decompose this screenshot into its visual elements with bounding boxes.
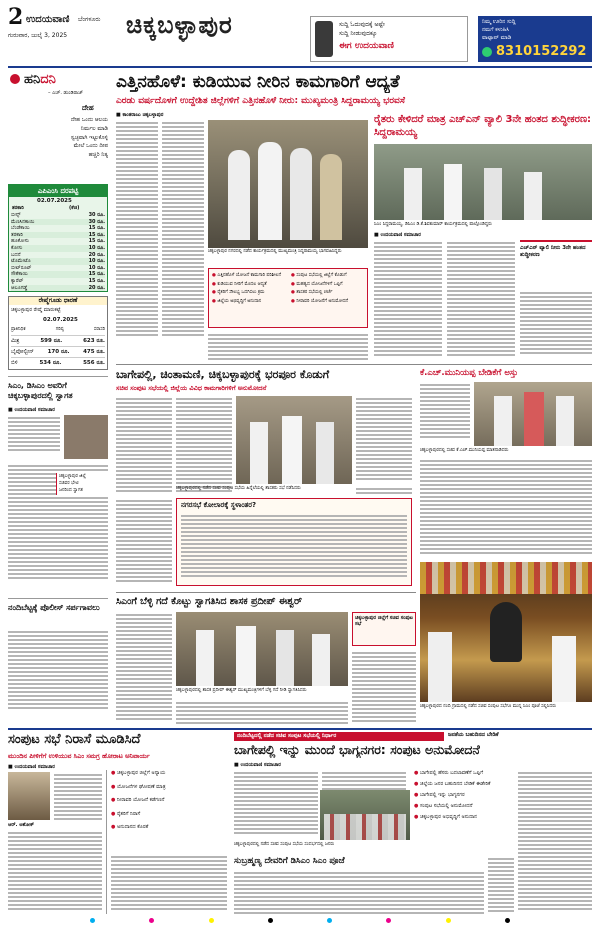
bullet-text: ಕುಡಿಯುವ ನೀರಿಗೆ ಮೊದಲ ಆದ್ಯತೆ — [217, 281, 267, 287]
people-figure — [290, 148, 312, 240]
manjunath-body — [420, 458, 592, 558]
apmc-price: 20 ರೂ. — [88, 284, 105, 291]
cm-ride-body-col3 — [352, 650, 416, 724]
apmc-price: 10 ರೂ. — [88, 244, 105, 251]
masthead-rule — [8, 66, 592, 68]
people-figure — [494, 396, 512, 446]
apmc-item: ಕೋಸು — [11, 244, 23, 251]
apmc-price: 15 ರೂ. — [88, 277, 105, 284]
silk-cell: 556 ರೂ. — [83, 360, 105, 366]
apmc-item: ಬೀನ್ಸ್ — [11, 212, 21, 218]
cm-dk-headline: ಸಿಎಂ, ಡಿಸಿಎಂ ಅವರಿಗೆ ಚಿಕ್ಕಬಳ್ಳಾಪುರದಲ್ಲಿ ಸ್ವಾಗತ — [8, 381, 73, 400]
poem-line: ಮೇಲೆ ಒಂದು ದೀಪ — [73, 143, 108, 150]
people-figure — [282, 416, 302, 484]
apmc-item: ಬದನೆ — [11, 251, 21, 258]
edition-label: ಬೆಂಗಳೂರು — [78, 16, 101, 23]
bagepalli-headline: ಬಾಗೇಪಲ್ಲಿ, ಚಿಂತಾಮಣಿ, ಚಿಕ್ಕಬಳ್ಳಾಪುರಕ್ಕೆ ಭರಪೂರ ಕೊಡುಗೆ — [116, 368, 330, 381]
apmc-row — [11, 271, 105, 278]
bagepalli-body-col1b — [116, 498, 172, 586]
apmc-price: 30 ರೂ. — [88, 218, 105, 225]
apmc-row — [11, 238, 105, 245]
honey-poem — [8, 116, 108, 160]
bullet-text: ಸಂಪುಟ ಸಭೆಯಲ್ಲಿ ಜಿಲ್ಲೆಗೆ ಕೊಡುಗೆ — [296, 273, 347, 278]
silk-row — [11, 357, 105, 368]
silk-cell: ಬಿಳಿ — [11, 360, 18, 366]
bullet-dot-icon: ● — [414, 781, 419, 787]
people-figure — [228, 150, 250, 240]
bullet-item — [212, 272, 288, 281]
farmers-photo — [374, 144, 592, 220]
bullet-dot-icon: ● — [212, 273, 216, 278]
apmc-price: 15 ರೂ. — [88, 238, 105, 245]
people-figure — [524, 172, 542, 220]
crowd-figures — [324, 814, 406, 840]
bullet-item — [414, 814, 514, 821]
farmers-quote: ಎಚ್‌ಎನ್ ವ್ಯಾಲಿ ನೀರು 3ನೇ ಹಂತದ ಶುದ್ಧೀಕರಣ — [520, 245, 586, 258]
apmc-item: ಸೌತೆಕಾಯಿ — [11, 271, 28, 278]
bagepalli2-bullets — [414, 770, 514, 852]
people-figure — [276, 630, 294, 686]
divider — [116, 592, 416, 593]
silk-cell: 170 ರೂ. — [47, 349, 70, 355]
lead-bullets-box — [208, 268, 368, 328]
bullet-text: ಚಿಕ್ಕಬಳ್ಳಾಪುರ ಜಿಲ್ಲೆಗೆ ಅನ್ಯಾಯ — [116, 770, 166, 776]
divider — [8, 728, 592, 730]
lead-headline: ಎತ್ತಿನಹೊಳೆ: ಕುಡಿಯುವ ನೀರಿನ ಕಾಮಗಾರಿಗೆ ಆದ್ಯತೆ — [116, 72, 400, 92]
people-figure — [484, 168, 502, 220]
cm-ride-caption: ಚಿಕ್ಕಬಳ್ಳಾಪುರದಲ್ಲಿ ಶಾಸಕ ಪ್ರದೀಪ್ ಈಶ್ವರ್ ಮುಖ್ಯಮಂತ್ರಿಗಳಿಗೆ ಬೆಳ್ಳಿ ಗದೆ ನೀಡಿ ಸ್ವಾಗತಿಸಿದರು — [176, 688, 307, 693]
apmc-box — [8, 184, 108, 292]
temple-photo — [420, 562, 592, 702]
bullet-dot-icon: ● — [111, 783, 116, 790]
people-figure — [320, 154, 342, 240]
apmc-row — [11, 258, 105, 265]
apmc-col1: ತರಕಾರಿ — [12, 205, 24, 211]
cabinet-bullets-box — [106, 770, 228, 914]
cm-ride-body-col2 — [176, 700, 348, 724]
apmc-item: ಆಲೂಗಡ್ಡೆ — [11, 284, 28, 291]
bullet-item — [291, 281, 367, 290]
farmers-byline: ■ ಉದಯವಾಣಿ ಸಮಾಚಾರ — [374, 232, 421, 238]
people-figure — [556, 396, 574, 446]
ad2-line-3: ವಾಟ್ಸಾಪ್ ಮಾಡಿ — [482, 35, 512, 41]
bullet-item — [212, 289, 288, 298]
bagepalli2-body-col3b — [488, 856, 514, 914]
apmc-row — [11, 245, 105, 252]
print-registration-marks — [90, 918, 510, 924]
reg-dot-icon — [327, 918, 332, 923]
farmers-headline: ರೈತರು ಕೇಳಿದರೆ ಮಾತ್ರ ಎಚ್‌ಎನ್‌ ವ್ಯಾಲಿ 3ನೇ ಹಂತದ ಶುದ್ಧೀಕರಣ: ಸಿದ್ದರಾಮಯ್ಯ — [374, 114, 592, 138]
apmc-item: ತರಕಾರಿ — [11, 231, 23, 238]
apmc-price: 10 ರೂ. — [88, 264, 105, 271]
bullet-text: ಯೋಜನೆಗಳ ಘೋಷಣೆ ಮಾತ್ರ — [116, 783, 166, 790]
bullet-text: ಎತ್ತಿನಹೊಳೆ ಯೋಜನೆ ಕಾಮಗಾರಿ ಪರಿಶೀಲನೆ — [217, 273, 282, 278]
lead-bullets-right — [291, 272, 367, 306]
apmc-row — [11, 252, 105, 259]
bullet-text: ನೀರಾವರಿ ಯೋಜನೆ ಕಡೆಗಣನೆ — [116, 797, 165, 803]
bagepalli2-body-bottom — [234, 870, 484, 914]
bullet-text: ಬಾಗೇಪಲ್ಲಿ ಇನ್ನು ಭಾಗ್ಯನಗರ — [419, 792, 465, 798]
people-figure — [312, 634, 330, 686]
apmc-row — [11, 225, 105, 232]
reg-dot-icon — [209, 918, 214, 923]
apmc-row — [11, 212, 105, 219]
garland-decoration — [420, 562, 592, 594]
farmers-body-col3 — [520, 290, 592, 360]
bagepalli-body-col4 — [356, 486, 412, 496]
ad-banner-whatsapp — [478, 16, 592, 62]
bullet-dot-icon: ● — [111, 810, 116, 817]
poem-line: ದೇಹ ಒಂದು ಆಲಯ — [70, 117, 108, 123]
bullet-dot-icon: ● — [414, 770, 419, 776]
silk-table — [11, 335, 105, 368]
apmc-price: 15 ರೂ. — [88, 225, 105, 232]
bullet-item — [111, 784, 228, 792]
bullet-dot-icon: ● — [111, 797, 116, 803]
cabinet-headline: ಸಂಪುಟ ಸಭೆ ನಿರಾಸೆ ಮೂಡಿಸಿದೆ — [8, 732, 141, 747]
cm-ride-box-text: ಚಿಕ್ಕಬಳ್ಳಾಪುರ ಜಿಲ್ಲೆಗೆ ಸಚಿವ ಸಂಪುಟ ಸಭೆ — [355, 615, 413, 628]
cm-dk-story — [8, 376, 108, 594]
reg-dot-icon — [446, 918, 451, 923]
silk-header: ಪ್ರಾತಿನಿಧಿಕ — [11, 327, 26, 332]
bullet-item — [414, 803, 514, 810]
ad-banner-app — [310, 16, 468, 62]
ad-line-2: ಸುದ್ದಿ ನೀಡುವುದಕ್ಕೂ — [339, 30, 378, 37]
cabinet-bullets — [111, 770, 228, 832]
bullet-dot-icon: ● — [291, 298, 295, 304]
bagepalli-body-col2 — [176, 396, 232, 494]
bullet-text: ಚಿಕ್ಕಬಳ್ಳಾಪುರ ಅಭಿವೃದ್ಧಿಗೆ ಅನುದಾನ — [419, 814, 477, 820]
bullet-text: ಸಂಪುಟ ಸಭೆಯಲ್ಲಿ ಅನುಮೋದನೆ — [419, 803, 473, 809]
silk-cell: 599 ರೂ. — [40, 338, 63, 344]
manjunath-caption: ಚಿಕ್ಕಬಳ್ಳಾಪುರದಲ್ಲಿ ಸಚಿವ ಕೆ.ಎಚ್.ಮುನಿಯಪ್ಪ ಮಾತನಾಡಿದರು — [420, 448, 509, 453]
reg-dot-icon — [505, 918, 510, 923]
lead-bullets-left — [212, 272, 288, 306]
cm-dk-portrait — [64, 415, 108, 459]
silk-row — [11, 346, 105, 357]
ad-line-1: ಸುದ್ದಿ ಓದುವುದಕ್ಕೆ ಅಷ್ಟೇ — [339, 21, 385, 28]
silk-cell: ಮಿಶ್ರ — [11, 338, 20, 344]
bullet-item — [111, 770, 228, 778]
cm-dk-bullets — [56, 473, 108, 495]
masthead — [8, 6, 592, 64]
lead-body-bottom — [208, 332, 368, 360]
bullet-item — [212, 281, 288, 290]
apmc-item: ಬೀಟ್‌ರೂಟ್ — [11, 264, 32, 271]
bullet-text: ಶಾಸಕರ ಸಭೆಯಲ್ಲಿ ಚರ್ಚೆ — [296, 290, 333, 296]
bullet-text: ಬಾಗೇಪಲ್ಲಿ ಹೆಸರು ಬದಲಾವಣೆಗೆ ಒಪ್ಪಿಗೆ — [419, 770, 484, 776]
people-figure — [316, 422, 334, 484]
cm-ride-photo — [176, 612, 348, 686]
reg-dot-icon — [90, 918, 95, 923]
bullet-dot-icon: ● — [212, 298, 216, 304]
apmc-table — [11, 212, 105, 291]
whatsapp-icon — [482, 47, 492, 57]
bullet-item — [111, 797, 228, 805]
cm-ride-headline: ಸಿಎಂಗೆ ಬೆಳ್ಳಿ ಗದೆ ಕೊಟ್ಟು ಸ್ವಾಗತಿಸಿದ ಶಾಸಕ ಪ್ರದೀಪ್ ಈಶ್ವರ್ — [116, 596, 303, 607]
cabinet-subhead: ಮುಂದಿನ ಪೀಳಿಗೆಗೆ ಉಳಿಯುವ ಸಿಎಂ ಸಮಗ್ರ ಹೋರಾಟ ಅನಿವಾರ್ಯ — [8, 752, 150, 760]
cm-dk-body — [8, 415, 60, 455]
farmers-body-col1 — [374, 240, 442, 360]
apmc-item: ಹೂಕೋಸು — [11, 238, 29, 245]
bullet-item — [212, 298, 288, 307]
bagepalli-body-col3 — [356, 396, 412, 484]
bagepalli2-caption: ಚಿಕ್ಕಬಳ್ಳಾಪುರದಲ್ಲಿ ನಡೆದ ಸಚಿವ ಸಂಪುಟ ಸಭೆಯ ಸಂದರ್ಭದಲ್ಲಿ ಜನರು — [234, 842, 335, 847]
section-title: ಚಿಕ್ಕಬಳ್ಳಾಪುರ — [126, 11, 233, 39]
bullet-dot-icon: ● — [291, 281, 295, 287]
silk-foot-title: ರೇಷ್ಮೆಗೂಡು ಧಾರಣೆ — [9, 297, 107, 305]
apmc-col2: (ಕೆಜಿ) — [69, 205, 80, 211]
cabinet-byline: ■ ಉದಯವಾಣಿ ಸಮಾಚಾರ — [8, 764, 55, 770]
reg-dot-icon — [386, 918, 391, 923]
apmc-row — [11, 278, 105, 285]
poem-line: ಹಚ್ಚಿರಿ ನಿತ್ಯ — [88, 152, 108, 159]
people-figure — [444, 164, 462, 220]
phone-number: 8310152292 — [496, 44, 587, 59]
deity-figure — [490, 602, 522, 662]
honey-brand — [24, 72, 56, 88]
people-figure — [196, 630, 214, 686]
bullet-item — [111, 811, 228, 819]
dateline: ಗುರುವಾರ, ಜುಲೈ 3, 2025 — [8, 32, 68, 39]
apmc-row — [11, 285, 105, 292]
silk-header: ಗರಿಷ್ಠ — [55, 327, 64, 332]
cabinet-person: ಆರ್. ಅಶೋಕ್ — [8, 822, 34, 828]
bullet-dot-icon: ● — [111, 770, 116, 776]
honey-title: ದೇಹ — [82, 104, 94, 112]
bullet-dot-icon: ● — [212, 281, 216, 287]
bullet-item — [291, 298, 367, 307]
people-figure — [404, 168, 422, 220]
honey-author: – ಎಚ್. ಡುಂಡಿರಾಜ್ — [48, 90, 84, 96]
silk-title: ಚಿಕ್ಕಬಳ್ಳಾಪುರ ರೇಷ್ಮೆ ಮಾರುಕಟ್ಟೆ — [11, 307, 61, 313]
honey-brand-a: ಹನಿ — [24, 72, 41, 87]
gowda-body — [8, 629, 108, 721]
bagepalli2-kicker2: ಜನತೆಯ ಬಹುದಿನದ ಬೇಡಿಕೆ — [448, 732, 499, 738]
bagepalli2-headline: ಬಾಗೇಪಲ್ಲಿ ಇನ್ನು ಮುಂದೆ ಭಾಗ್ಯನಗರ: ಸಂಪುಟ ಅನುಮೋದನೆ — [234, 742, 480, 757]
people-figure — [236, 626, 256, 686]
bullet-text: ಮಹತ್ವದ ಯೋಜನೆಗಳಿಗೆ ಒಪ್ಪಿಗೆ — [296, 281, 343, 287]
bagepalli-body-col1 — [116, 396, 172, 494]
bullet-item — [414, 770, 514, 777]
apmc-row — [11, 265, 105, 272]
apmc-row — [11, 232, 105, 239]
lead-body-col1 — [116, 120, 158, 340]
silk-cell: ಬೈವೋಲ್ಟೀನ್ — [11, 349, 34, 355]
temple-caption: ಚಿಕ್ಕಬಳ್ಳಾಪುರದ ನಂದಿ ಗ್ರಾಮದಲ್ಲಿ ನಡೆದ ಸಚಿವ ಸಂಪುಟ ಸಭೆಗೂ ಮುನ್ನ ಸಿಎಂ ಪೂಜೆ ಸಲ್ಲಿಸಿದರು — [420, 704, 557, 709]
people-figure — [258, 142, 282, 240]
ad-line-3: ಈಗ ಉದಯವಾಣಿ — [339, 41, 394, 51]
bullet-item — [414, 792, 514, 799]
phone-icon — [315, 21, 333, 57]
manjunath-body-left — [420, 382, 470, 442]
bagepalli2-bottom-headline: ಸುಬ್ರಹ್ಮಣ್ಯ ದೇವರಿಗೆ ಡಿಸಿಎಂ ಸಿಎಂ ಪೂಜೆ — [234, 856, 345, 866]
apmc-item: ಕ್ಯಾರೆಟ್ — [11, 277, 24, 284]
lead-caption: ಚಿಕ್ಕಬಳ್ಳಾಪುರ ನಗರದಲ್ಲಿ ನಡೆದ ಕಾರ್ಯಕ್ರಮದಲ್ಲಿ ಮುಖ್ಯಮಂತ್ರಿ ಸಿದ್ದರಾಮಯ್ಯ ಭಾಗವಹಿಸಿದ್ದರು — [208, 249, 342, 254]
apmc-price: 30 ರೂ. — [88, 212, 105, 218]
bullet-dot-icon: ● — [414, 803, 419, 809]
silk-cell: 534 ರೂ. — [39, 360, 62, 366]
silk-date: 02.07.2025 — [43, 317, 78, 323]
bagepalli2-kicker: ನಂದಿಬೆಟ್ಟದಲ್ಲಿ ನಡೆದ ಸಚಿವ ಸಂಪುಟ ಸಭೆಯಲ್ಲಿ ನಿರ್ಧಾರ — [234, 732, 444, 741]
apmc-price: 20 ರೂ. — [88, 251, 105, 258]
ad2-line-1: ನಿಮ್ಮ ಊರಿನ ಸುದ್ದಿ — [482, 19, 516, 25]
bagepalli-box-title: ನಗರಸಭೆ ಕೋಲಾರಕ್ಕೆ ಸ್ಥಳಾಂತರ? — [181, 501, 257, 509]
silk-box — [8, 296, 108, 370]
people-figure — [428, 632, 452, 702]
bullet-text: ರೈತರಿಗೆ ನಿರಾಸೆ — [116, 810, 141, 817]
farmers-quote-box — [520, 240, 592, 288]
apmc-price: 15 ರೂ. — [88, 271, 105, 278]
bullet-dot-icon: ● — [291, 290, 295, 296]
bullet-text: ಅನುದಾನದ ಕೊರತೆ — [116, 824, 149, 830]
apmc-item: ಬೆಂಡೆಕಾಯಿ — [11, 225, 30, 232]
manjunath-headline: ಕೆ.ಎಚ್.ಮುನಿಯಪ್ಪ ಬೇಡಿಕೆಗೆ ಅಸ್ತು — [420, 368, 518, 378]
bullet-dot-icon: ● — [212, 290, 216, 296]
apmc-item: ಮೆಣಸಿನಕಾಯಿ — [11, 218, 35, 225]
bagepalli-photo — [236, 396, 352, 484]
page-number: 2 — [8, 4, 24, 30]
bagepalli2-byline: ■ ಉದಯವಾಣಿ ಸಮಾಚಾರ — [234, 762, 281, 768]
gowda-headline: ನಂದಿಬೆಟ್ಟಕ್ಕೆ ಪೊಲೀಸ್ ಸರ್ಪಗಾವಲು — [8, 603, 100, 612]
people-figure — [250, 422, 268, 484]
bullet-dot-icon: ● — [111, 824, 116, 830]
bagepalli-caption: ಚಿಕ್ಕಬಳ್ಳಾಪುರದಲ್ಲಿ ನಡೆದ ಸಚಿವ ಸಂಪುಟ ಸಭೆಯ ಹಿನ್ನೆಲೆಯಲ್ಲಿ ಶಾಸಕರು ಸಭೆ ನಡೆಸಿದರು — [176, 486, 301, 491]
cabinet-body-col1 — [54, 772, 102, 820]
bullet-dot-icon: ● — [291, 273, 295, 278]
bagepalli2-body-col1 — [234, 770, 318, 834]
people-figure — [552, 636, 576, 702]
bullet-item: ಚಿಕ್ಕಬಳ್ಳಾಪುರ ಜಿಲ್ಲೆ — [59, 474, 86, 479]
lead-photo — [208, 120, 368, 248]
farmers-body-col2 — [447, 240, 515, 360]
bullet-text: ರೈತರಿಗೆ ಸೌಲಭ್ಯ ಒದಗಿಸಲು ಕ್ರಮ — [217, 290, 265, 296]
bagepalli-box-body — [181, 513, 407, 583]
lead-byline: ■ ಕಾಂತರಾಜು ಚಿಕ್ಕಬಳ್ಳಾಪುರ — [116, 112, 164, 118]
poem-line: ನಿರ್ಮಲ ಮಾಡಿ — [80, 125, 108, 132]
cabinet-body-col1b — [8, 830, 102, 914]
cm-ride-side-box — [352, 612, 416, 646]
reg-dot-icon — [149, 918, 154, 923]
silk-headers — [11, 327, 105, 333]
bullet-item — [414, 781, 514, 788]
bullet-dot-icon: ● — [414, 814, 419, 820]
apmc-title: ಎಪಿಎಂಸಿ ದರಪಟ್ಟಿ — [9, 185, 107, 197]
bagepalli2-photo — [320, 790, 410, 840]
paper-name: ಉದಯವಾಣಿ — [26, 14, 70, 25]
silk-header: ಸರಾಸರಿ — [93, 327, 105, 332]
bullet-item: ಸಚಿವರ ಭೇಟಿ — [59, 481, 79, 487]
gowda-story — [8, 598, 108, 722]
bullet-text: ಜಿಲ್ಲೆಯ ಜನರ ಬಹುದಿನದ ಬೇಡಿಕೆ ಈಡೇರಿಕೆ — [419, 781, 491, 787]
people-figure — [524, 392, 544, 446]
bullet-item — [111, 824, 228, 832]
manjunath-photo — [474, 382, 592, 446]
bullet-text: ಜಿಲ್ಲೆಯ ಅಭಿವೃದ್ಧಿಗೆ ಅನುದಾನ — [217, 298, 262, 304]
honey-brand-b: ದನಿ — [40, 72, 56, 87]
farmers-caption: ಸಿಎಂ ಸಿದ್ದರಾಮಯ್ಯ, ಡಿಸಿಎಂ ಡಿ.ಕೆ.ಶಿವಕುಮಾರ್ ಕಾರ್ಯಕ್ರಮದಲ್ಲಿ ಪಾಲ್ಗೊಂಡಿದ್ದರು — [374, 222, 492, 227]
honey-logo-icon — [10, 74, 20, 84]
cabinet-bullets-body — [111, 854, 227, 912]
divider — [116, 364, 592, 365]
apmc-item: ಟೊಮೇಟೊ — [11, 258, 31, 265]
cm-dk-byline: ■ ಉದಯವಾಣಿ ಸಮಾಚಾರ — [8, 407, 55, 413]
bullet-item: ಜನರಿಂದ ಸ್ವಾಗತ — [59, 488, 83, 494]
cm-ride-body-col1 — [116, 612, 172, 724]
honey-column — [8, 72, 108, 182]
lead-body-col2 — [162, 120, 204, 340]
bagepalli2-body-col4 — [518, 770, 592, 914]
bullet-dot-icon: ● — [414, 792, 419, 798]
silk-row — [11, 335, 105, 346]
silk-cell: 623 ರೂ. — [83, 338, 105, 344]
bagepalli-subhead: ಸಚಿವ ಸಂಪುಟ ಸಭೆಯಲ್ಲಿ ಜಿಲ್ಲೆಯ ವಿವಿಧ ಕಾಮಗಾರಿಗಳಿಗೆ ಅನುಮೋದನೆ — [116, 384, 267, 392]
apmc-price: 10 ರೂ. — [88, 258, 105, 265]
ad2-line-2: ನಮಗೆ ಕಳುಹಿಸಿ — [482, 27, 510, 33]
silk-cell: 475 ರೂ. — [83, 349, 105, 355]
bagepalli-box — [176, 498, 412, 586]
bullet-text: ನೀರಾವರಿ ಯೋಜನೆಗೆ ಅನುಮೋದನೆ — [296, 298, 349, 304]
lead-subhead: ಎರಡು ವರ್ಷದೊಳಗೆ ಉದ್ದೇಶಿತ ಜಿಲ್ಲೆಗಳಿಗೆ ಎತ್ತಿನಹೊಳೆ ನೀರು: ಮುಖ್ಯಮಂತ್ರಿ ಸಿದ್ದರಾಮಯ್ಯ ಭರವಸೆ — [116, 96, 405, 106]
bullet-item — [291, 289, 367, 298]
apmc-row — [11, 219, 105, 226]
bullet-item — [291, 272, 367, 281]
apmc-date: 02.07.2025 — [37, 198, 72, 204]
reg-dot-icon — [268, 918, 273, 923]
apmc-price: 15 ರೂ. — [88, 231, 105, 238]
poem-line: ಸ್ವಚ್ಛವಾಗಿ ಇಟ್ಟುಕೊಳ್ಳಿ — [70, 134, 108, 141]
cabinet-portrait — [8, 772, 50, 820]
